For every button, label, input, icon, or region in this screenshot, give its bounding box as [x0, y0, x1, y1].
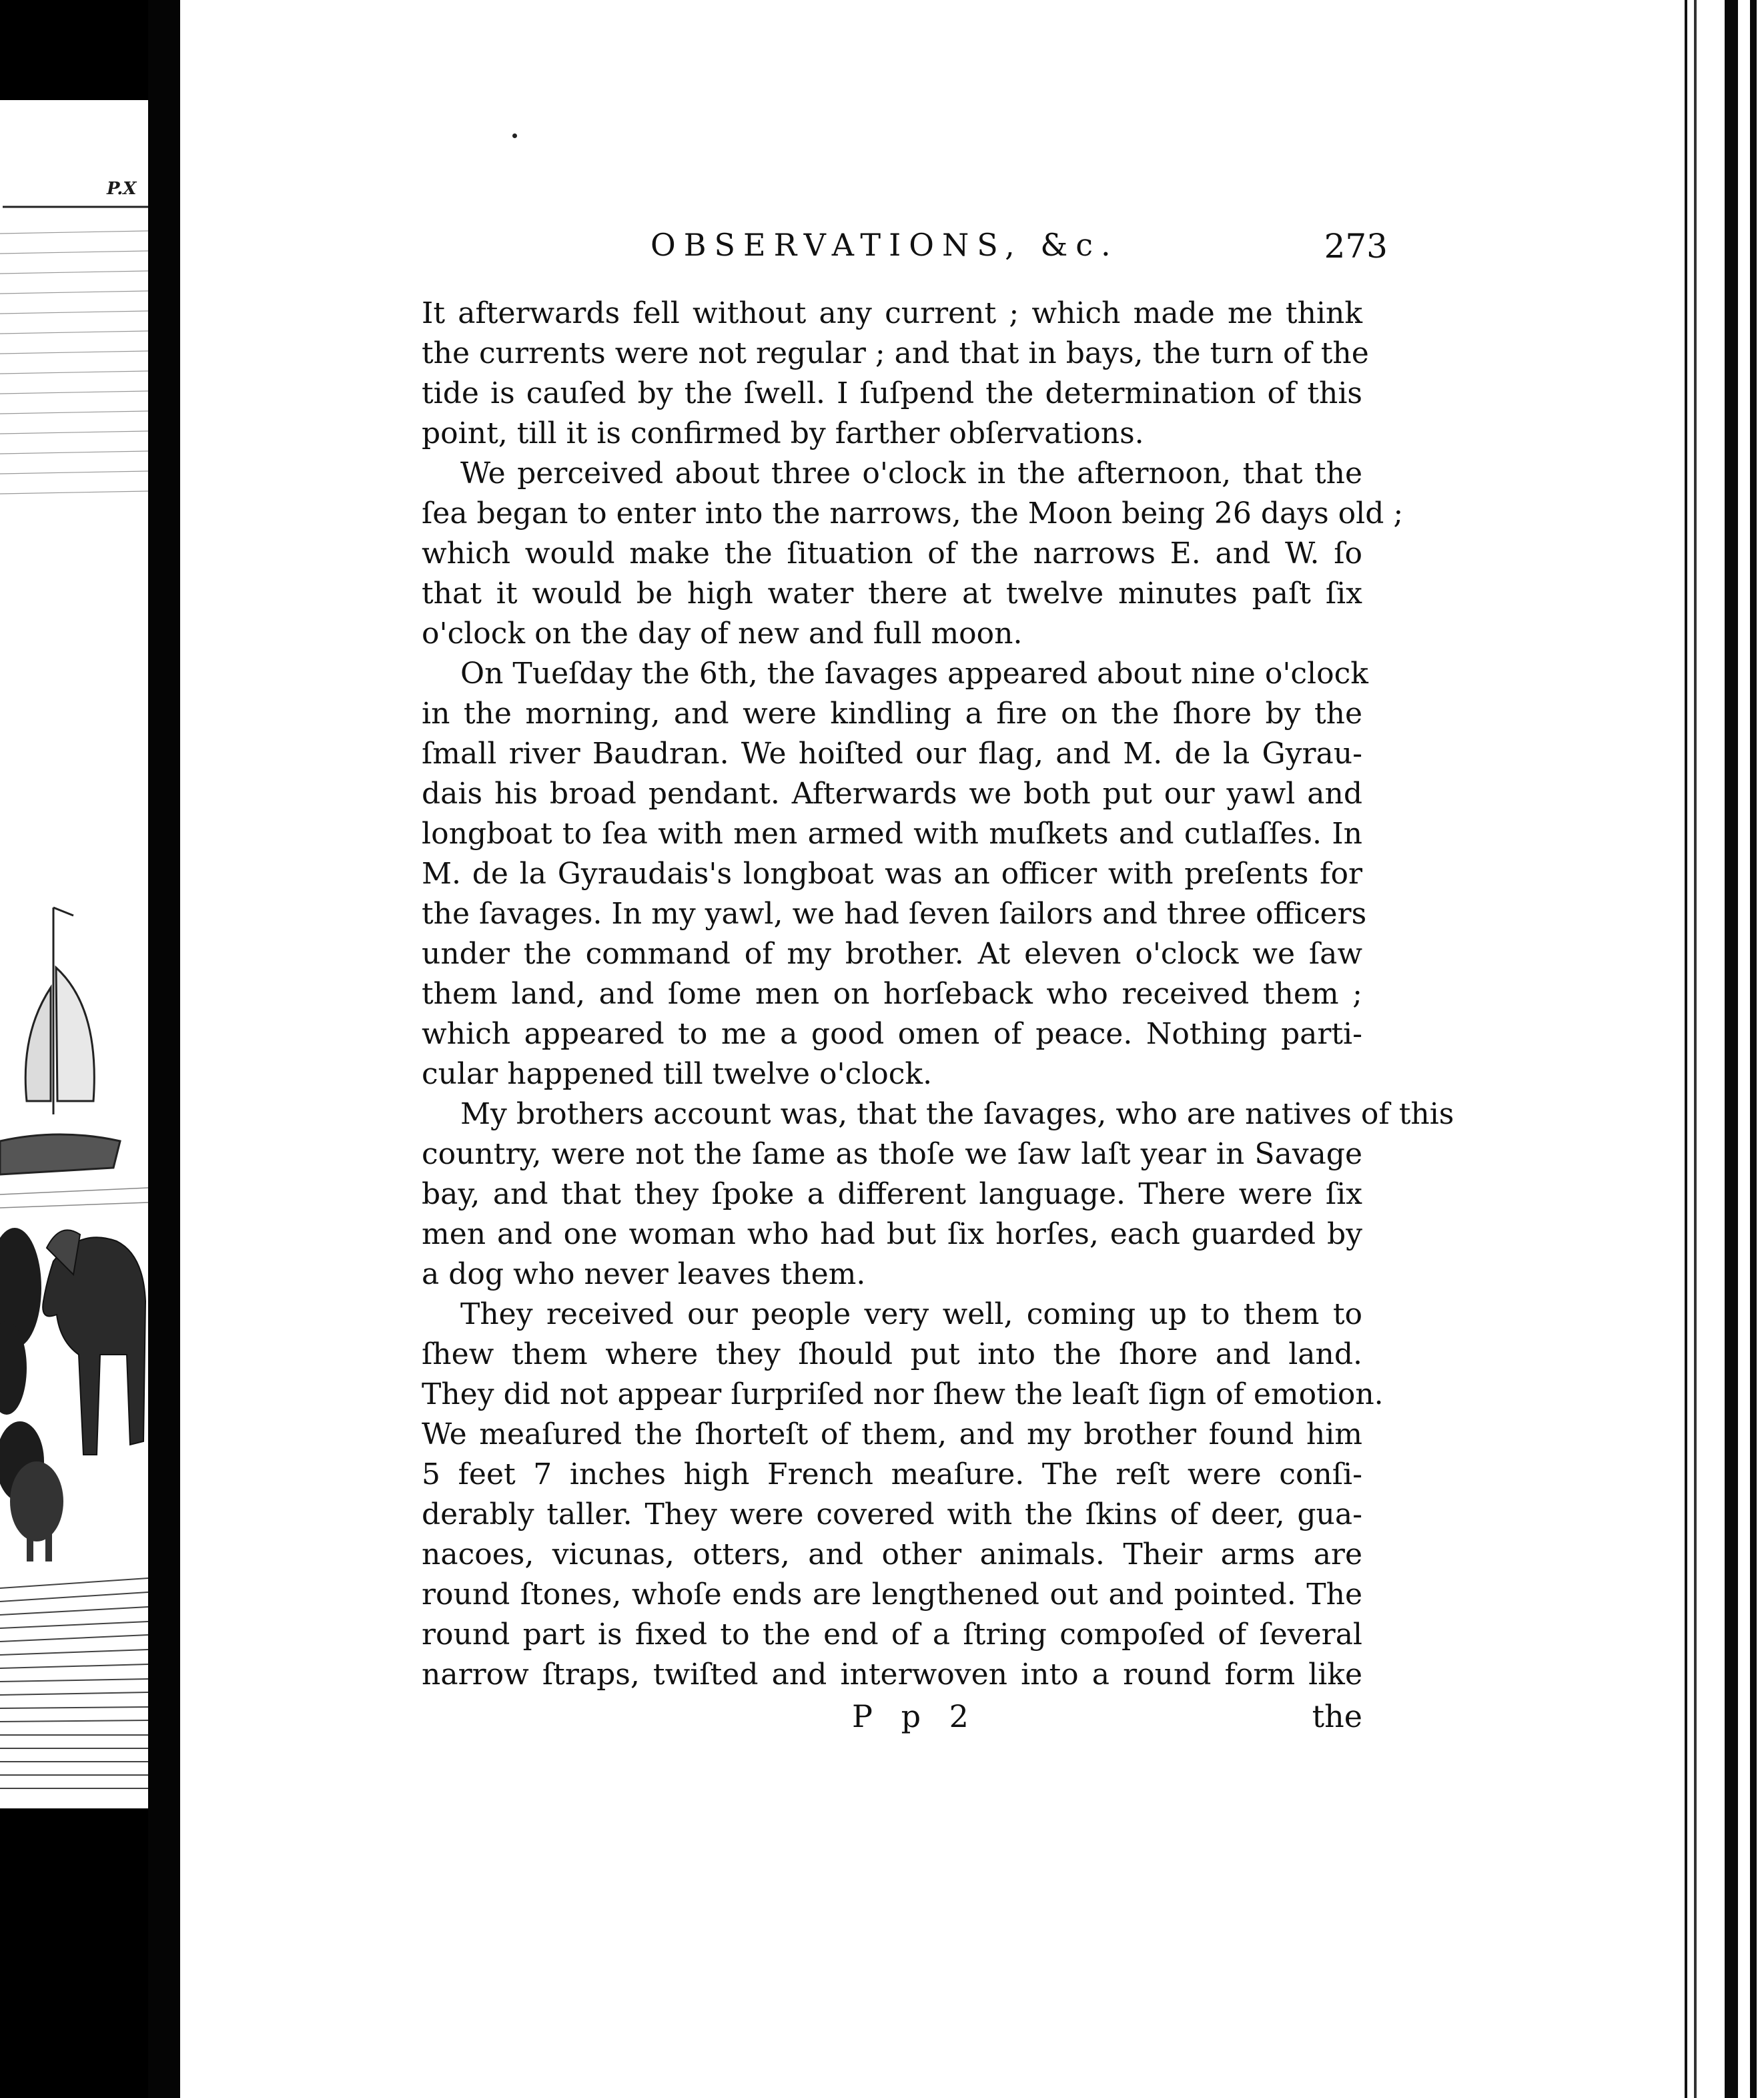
text-line: bay, and that they ſpoke a different language. There were ſix — [422, 1177, 1362, 1211]
page-number: 273 — [1324, 227, 1388, 266]
text-line: They did not appear ſurpriſed nor ſhew the leaſt ſign of emotion. — [422, 1377, 1384, 1411]
text-line: which appeared to me a good omen of peace. Nothing parti- — [422, 1017, 1362, 1051]
edge-line — [1725, 0, 1738, 2098]
edge-line — [1685, 0, 1687, 2098]
text-line: longboat to ſea with men armed with muſkets and cutlaſſes. In — [422, 817, 1362, 851]
text-line: round part is fixed to the end of a ſtring compoſed of ſeveral — [422, 1618, 1362, 1652]
text-line: tide is cauſed by the ſwell. I ſuſpend the determination of this — [422, 376, 1362, 410]
text-line: dais his broad pendant. Afterwards we both put our yawl and — [422, 777, 1362, 811]
engraving-plate — [0, 100, 148, 1808]
body-text — [422, 294, 1454, 1695]
text-line: We perceived about three o'clock in the afternoon, that the — [460, 456, 1362, 490]
text-line: which would make the ſituation of the narrows E. and W. ſo — [422, 537, 1362, 571]
text-line: They received our people very well, coming up to them to — [460, 1297, 1362, 1331]
signature-mark: P p 2 — [852, 1698, 978, 1734]
text-line: under the command of my brother. At eleven o'clock we ſaw — [422, 937, 1362, 971]
text-line: ſhew them where they ſhould put into the ſhore and land. — [422, 1337, 1362, 1371]
binding-gutter — [148, 0, 180, 2098]
text-line: round ſtones, whoſe ends are lengthened out and pointed. The — [422, 1578, 1362, 1612]
text-line: men and one woman who had but ſix horſes, each guarded by — [422, 1217, 1362, 1251]
text-line: the currents were not regular ; and that in bays, the turn of the — [422, 336, 1369, 370]
text-line: ſea began to enter into the narrows, the Moon being 26 days old ; — [422, 496, 1404, 531]
text-line: M. de la Gyraudais's longboat was an officer with preſents for — [422, 857, 1362, 891]
catchword: the — [1312, 1698, 1362, 1734]
text-line: o'clock on the day of new and full moon. — [422, 617, 1023, 651]
text-line: ſmall river Baudran. We hoiſted our flag, and M. de la Gyrau- — [422, 737, 1362, 771]
edge-line — [1750, 0, 1757, 2098]
edge-line — [1694, 0, 1697, 2098]
text-line: derably taller. They were covered with the ſkins of deer, gua- — [422, 1497, 1362, 1531]
text-line: country, were not the ſame as thoſe we ſaw laſt year in Savage — [422, 1137, 1362, 1171]
text-line: It afterwards fell without any current ; which made me think — [422, 296, 1362, 330]
text-line: the ſavages. In my yawl, we had ſeven ſailors and three officers — [422, 897, 1367, 931]
text-line: We meaſured the ſhorteſt of them, and my brother found him — [422, 1417, 1362, 1451]
ink-speck — [512, 133, 517, 138]
text-line: cular happened till twelve o'clock. — [422, 1057, 933, 1091]
text-line: that it would be high water there at twelve minutes paſt ſix — [422, 577, 1362, 611]
text-line: them land, and ſome men on horſeback who received them ; — [422, 977, 1362, 1011]
running-head — [414, 227, 1388, 274]
text-line: nacoes, vicunas, otters, and other animals. Their arms are — [422, 1537, 1362, 1571]
plate-label: P.X — [107, 179, 137, 199]
running-title: OBSERVATIONS, &c. — [650, 227, 1119, 263]
book-page — [180, 0, 1685, 2098]
page-footer — [422, 1698, 1362, 1738]
text-line: narrow ſtraps, twiſted and interwoven into a round form like — [422, 1658, 1362, 1692]
engraving-illustration — [0, 100, 148, 1808]
text-line: 5 feet 7 inches high French meaſure. The reſt were conſi- — [422, 1457, 1362, 1491]
page-edge — [1685, 0, 1764, 2098]
text-line: On Tueſday the 6th, the ſavages appeared about nine o'clock — [460, 657, 1368, 691]
text-line: My brothers account was, that the ſavages, who are natives of this — [460, 1097, 1454, 1131]
text-line: a dog who never leaves them. — [422, 1257, 866, 1291]
text-line: point, till it is confirmed by farther obſervations. — [422, 416, 1144, 450]
text-line: in the morning, and were kindling a fire on the ſhore by the — [422, 697, 1362, 731]
